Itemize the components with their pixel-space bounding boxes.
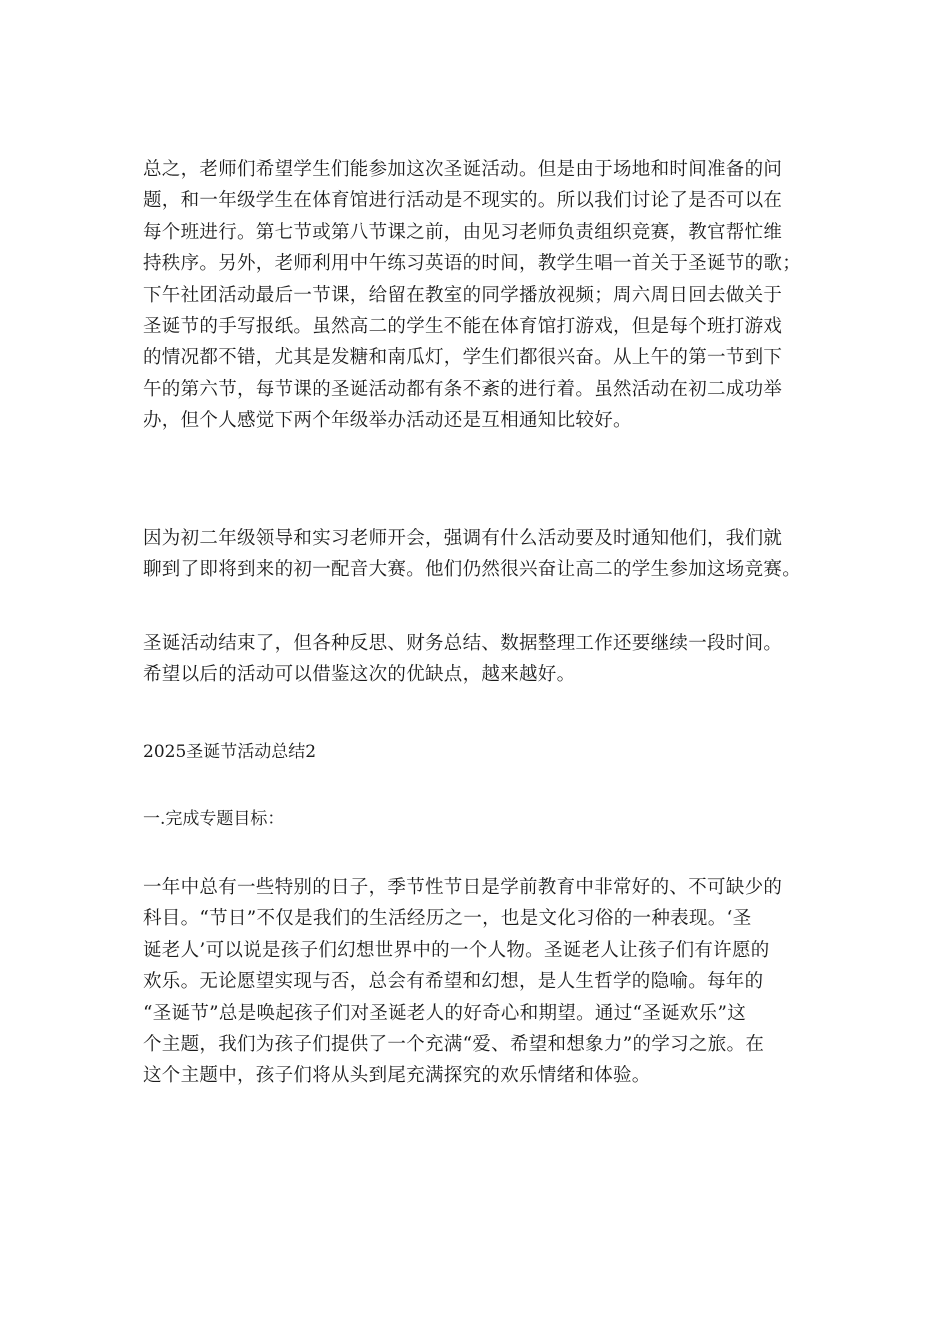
paragraph-conclusion: 圣诞活动结束了，但各种反思、财务总结、数据整理工作还要继续一段时间。 希望以后的活动可以借鉴这次的优缺点，越来越好。 [143, 633, 783, 686]
section-title: 2025圣诞节活动总结2 [143, 742, 317, 762]
paragraph-meeting: 因为初二年级领导和实习老师开会，强调有什么活动要及时通知他们，我们就 聊到了即将到来的初一配音大赛。他们仍然很兴奋让高二的学生参加这场竞赛。 [143, 528, 802, 581]
paragraph-activity-summary: 总之，老师们希望学生们能参加这次圣诞活动。但是由于场地和时间准备的问 题，和一年级学生在体育馆进行活动是不现实的。所以我们讨论了是否可以在 每个班进行。第七节或第八节课之前，由见习老师负责组织竞赛，教官帮忙维 持秩序。另外，老师利用中午练习英语的时间，教学生唱一首关于圣诞节的歌； 下午社团活动最后一节课，给留在教室的同学播放视频；周六周日回去做关于 圣诞节的手写报纸。虽然高二的学生不能在体育馆打游戏，但是每个班打游戏 的情况都不错，尤其是发糖和南瓜灯，学生们都很兴奋。从上午的第一节到下 午的第六节，每节课的圣诞活动都有条不紊的进行着。虽然活动在初二成功举 办，但个人感觉下两个年级举办活动还是互相通知比较好。 [143, 159, 802, 432]
subsection-title: 一.完成专题目标： [143, 809, 285, 829]
paragraph-theme-goal: 一年中总有一些特别的日子，季节性节日是学前教育中非常好的、不可缺少的 科目。“节日”不仅是我们的生活经历之一，也是文化习俗的一种表现。‘圣 诞老人’可以说是孩子们幻想世界中的一个人物。圣诞老人让孩子们有许愿的 欢乐。无论愿望实现与否，总会有希望和幻想，是人生哲学的隐喻。每年的 “圣诞节”总是唤起孩子们对圣诞老人的好奇心和期望。通过“圣诞欢乐”这 个主题，我们为孩子们提供了一个充满“爱、希望和想象力”的学习之旅。在 这个主题中，孩子们将从头到尾充满探究的欢乐情绪和体验。 [143, 877, 783, 1087]
